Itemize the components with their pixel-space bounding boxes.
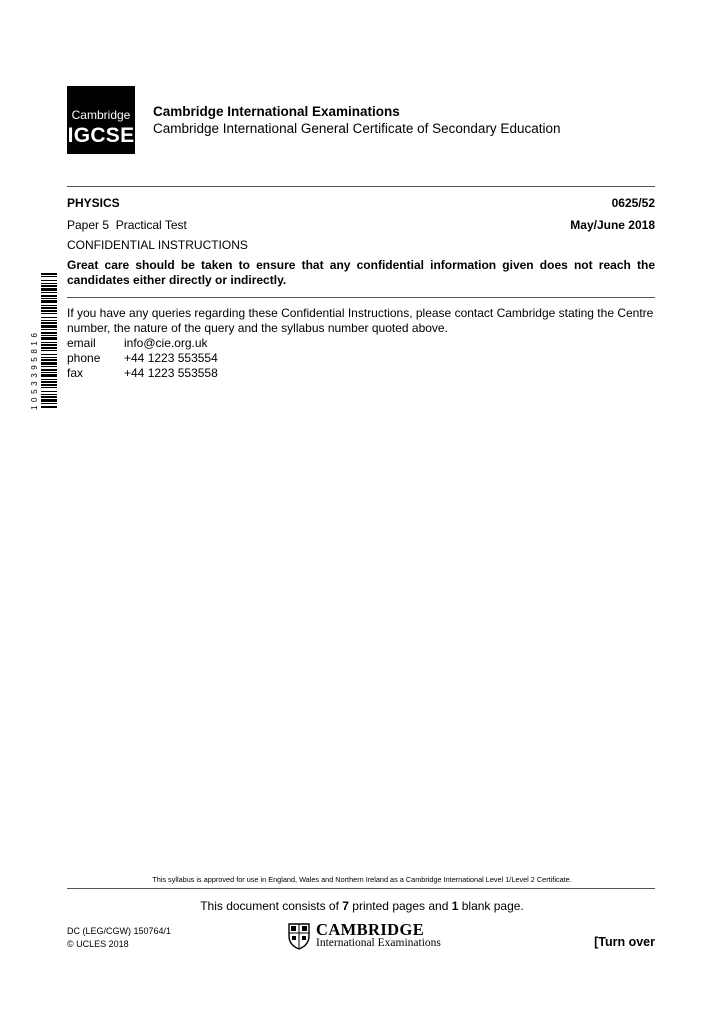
barcode-bar: [41, 292, 57, 293]
barcode-bar: [41, 350, 57, 351]
header-divider: [67, 186, 655, 187]
barcode-bar: [41, 369, 57, 371]
org-name: Cambridge International Examinations: [153, 104, 400, 119]
cambridge-wordmark-subtitle: International Examinations: [316, 937, 441, 949]
contact-value: +44 1223 553558: [124, 366, 218, 380]
copyright-notice: © UCLES 2018: [67, 939, 129, 949]
barcode-bar: [41, 362, 57, 365]
subject-title: PHYSICS: [67, 196, 120, 210]
barcode-bar: [41, 325, 57, 328]
contact-label: phone: [67, 351, 101, 365]
page-count-text: blank page.: [458, 899, 524, 913]
barcode-image: [29, 271, 57, 411]
barcode-bar: [41, 357, 57, 358]
syllabus-approval-note: This syllabus is approved for use in England, Wales and Northern Ireland as a Cambridge International Level 1/Level 2 Certificate.: [152, 875, 572, 884]
cambridge-crest-icon: [287, 922, 311, 950]
exam-session: May/June 2018: [570, 218, 655, 232]
page-count-text: printed pages and: [348, 899, 452, 913]
barcode-bar: [41, 332, 57, 334]
barcode-bar: [41, 283, 57, 284]
barcode-bar: [41, 387, 57, 388]
barcode-bar: [41, 394, 57, 395]
barcode-bar: [41, 406, 57, 408]
barcode-bar: [41, 298, 57, 299]
turn-over-label: [Turn over: [594, 935, 655, 949]
paper-name: Paper 5 Practical Test: [67, 218, 187, 232]
confidentiality-warning: Great care should be taken to ensure that any confidential information given does not reach the candidates either directly or indirectly.: [67, 258, 655, 287]
contact-label: email: [67, 336, 96, 350]
barcode-bar: [41, 391, 57, 392]
barcode-bar: [41, 305, 57, 306]
barcode-bar: [41, 322, 57, 324]
barcode-bar: [41, 379, 57, 380]
org-subtitle: Cambridge International General Certificate of Secondary Education: [153, 121, 561, 136]
syllabus-code: 0625/52: [611, 196, 655, 210]
barcode-bar: [41, 366, 57, 367]
instructions-title: CONFIDENTIAL INSTRUCTIONS: [67, 238, 248, 252]
barcode-bar: [41, 300, 57, 303]
barcode-bar: [41, 329, 57, 330]
blank-pages-count: 1: [451, 899, 459, 913]
barcode-bar: [41, 381, 57, 383]
barcode-bar: [41, 313, 57, 314]
document-page-count: [0, 899, 724, 913]
contact-fax-row: [67, 366, 218, 380]
barcode-bar: [41, 280, 57, 281]
barcode-bar: [41, 396, 57, 398]
barcode-bar: [41, 307, 57, 309]
barcode-bar: [41, 285, 57, 287]
barcode-bar: [41, 317, 57, 318]
logo-line-igcse: IGCSE: [67, 124, 135, 147]
barcode-bar: [41, 335, 57, 336]
barcode-bar: [41, 320, 57, 321]
barcode-bar: [41, 399, 57, 402]
contact-value: +44 1223 553554: [124, 351, 218, 365]
barcode-bar: [41, 310, 57, 312]
barcode-bars: [41, 273, 57, 408]
contact-label: fax: [67, 366, 84, 380]
barcode-bar: [41, 372, 57, 373]
barcode-bar: [41, 337, 57, 340]
queries-text: If you have any queries regarding these Confidential Instructions, please contact Cambridge stating the Centre number, the nature of the query and the syllabus number quoted above.: [67, 306, 654, 335]
contact-phone-row: [67, 351, 218, 365]
logo-line-cambridge: Cambridge: [71, 108, 131, 122]
barcode-bar: [41, 295, 57, 297]
barcode-bar: [41, 347, 57, 349]
barcode-bar: [41, 374, 57, 377]
barcode-bar: [41, 403, 57, 404]
barcode-digits: 1053395816: [30, 329, 39, 410]
cambridge-igcse-logo: [67, 86, 135, 154]
barcode-bar: [41, 276, 57, 277]
warning-divider: [67, 297, 655, 298]
barcode-bar: [41, 359, 57, 361]
document-reference: DC (LEG/CGW) 150764/1: [67, 926, 172, 936]
barcode-bar: [41, 342, 57, 343]
barcode-bar: [41, 354, 57, 355]
printed-pages-count: 7: [342, 899, 349, 913]
footer-divider: [67, 888, 655, 889]
barcode-bar: [41, 344, 57, 346]
barcode-bar: [41, 384, 57, 386]
barcode-bar: [41, 273, 57, 275]
barcode-digits-group: [30, 330, 39, 411]
contact-email-row: [67, 336, 208, 350]
page-count-text: This document consists of: [200, 899, 343, 913]
barcode-bar: [41, 288, 57, 291]
contact-value: info@cie.org.uk: [124, 336, 208, 350]
cambridge-wordmark: CAMBRIDGE: [316, 920, 425, 939]
